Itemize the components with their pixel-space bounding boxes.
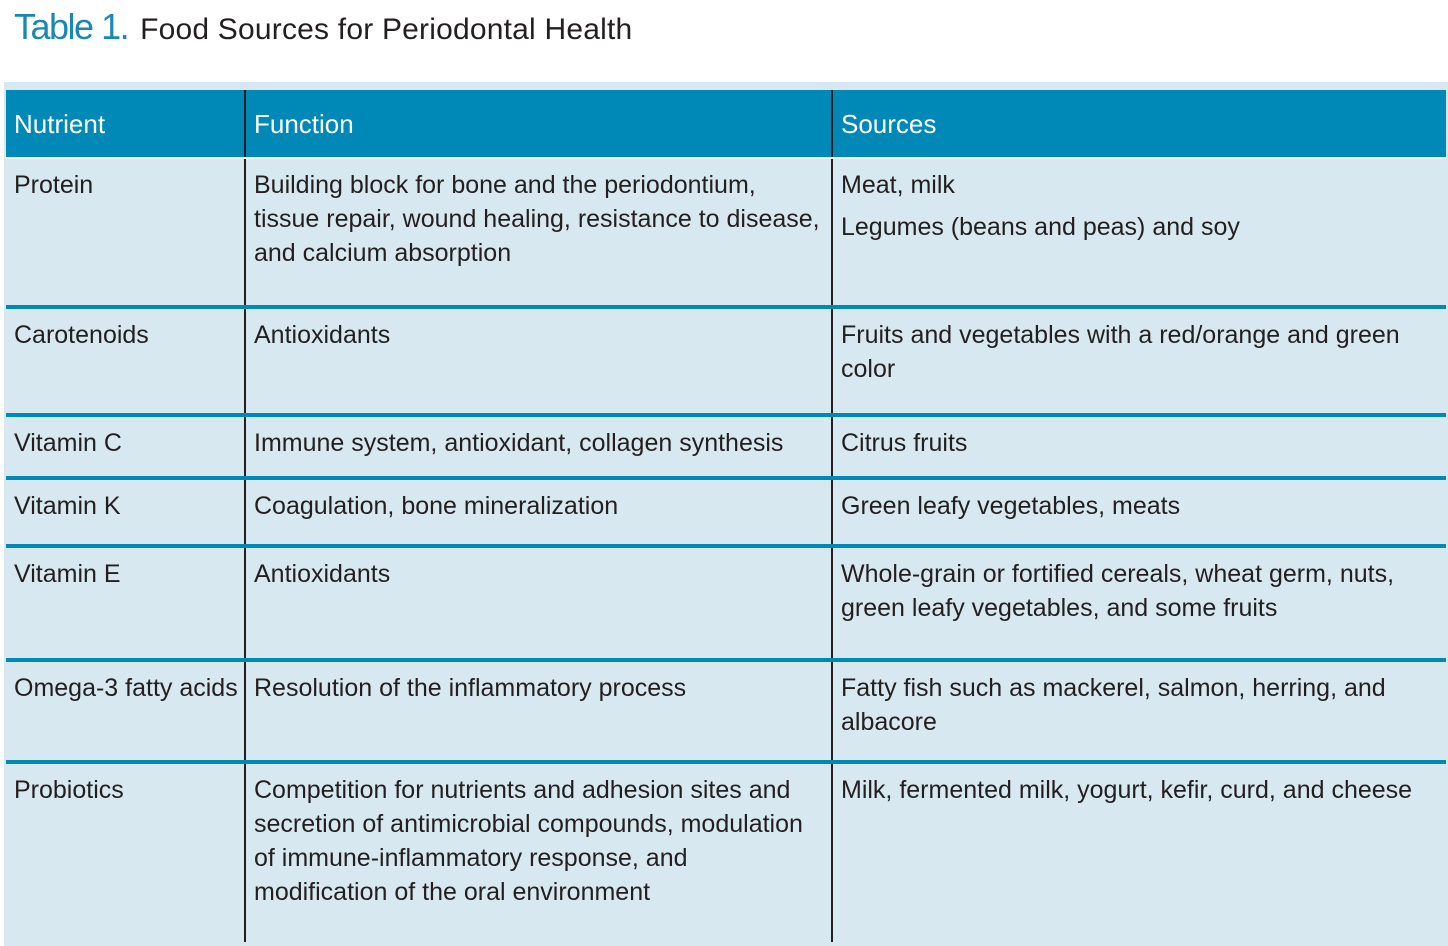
source-line: Fatty fish such as mackerel, salmon, herring, and albacore [841,674,1386,736]
sources-cell [832,478,1446,546]
function-cell: Competition for nutrients and adhesion sites and secretion of antimicrobial compounds, modulation of immune-inflammatory response, and modification of the oral environment [245,762,832,942]
source-line: Milk, fermented milk, yogurt, kefir, curd, and cheese [841,776,1413,804]
sources-cell [832,415,1446,478]
nutrient-cell: Carotenoids [6,307,245,415]
header-function: Function [245,90,832,158]
table-row [6,158,1446,307]
nutrient-cell: Vitamin E [6,546,245,660]
function-cell: Immune system, antioxidant, collagen synthesis [245,415,832,478]
table-caption [14,6,632,46]
sources-cell [832,307,1446,415]
sources-cell [832,762,1446,942]
source-line: Legumes (beans and peas) and soy [841,213,1240,241]
table-row [6,660,1446,762]
nutrient-cell: Protein [6,158,245,307]
function-cell: Antioxidants [245,546,832,660]
sources-cell [832,546,1446,660]
nutrient-cell: Omega-3 fatty acids [6,660,245,762]
sources-cell [832,158,1446,307]
source-line: Green leafy vegetables, meats [841,492,1181,520]
table-row [6,762,1446,942]
table-title: Food Sources for Periodontal Health [140,13,633,46]
header-row [6,90,1446,158]
function-cell: Building block for bone and the periodontium, tissue repair, wound healing, resistance to disease, and calcium absorption [245,158,832,307]
table-row [6,415,1446,478]
table-row [6,307,1446,415]
table-row [6,546,1446,660]
source-line: Citrus fruits [841,429,968,457]
nutrient-cell: Vitamin K [6,478,245,546]
source-line: Whole-grain or fortified cereals, wheat germ, nuts, green leafy vegetables, and some fruits [841,560,1395,622]
sources-cell [832,660,1446,762]
table-row [6,478,1446,546]
header-sources: Sources [832,90,1446,158]
function-cell: Coagulation, bone mineralization [245,478,832,546]
nutrient-cell: Vitamin C [6,415,245,478]
function-cell: Antioxidants [245,307,832,415]
table-number: Table 1. [14,6,129,47]
nutrient-cell: Probiotics [6,762,245,942]
nutrient-table [6,90,1446,942]
header-nutrient: Nutrient [6,90,245,158]
function-cell: Resolution of the inflammatory process [245,660,832,762]
source-line: Meat, milk [841,171,955,199]
source-line: Fruits and vegetables with a red/orange and green color [841,321,1400,383]
